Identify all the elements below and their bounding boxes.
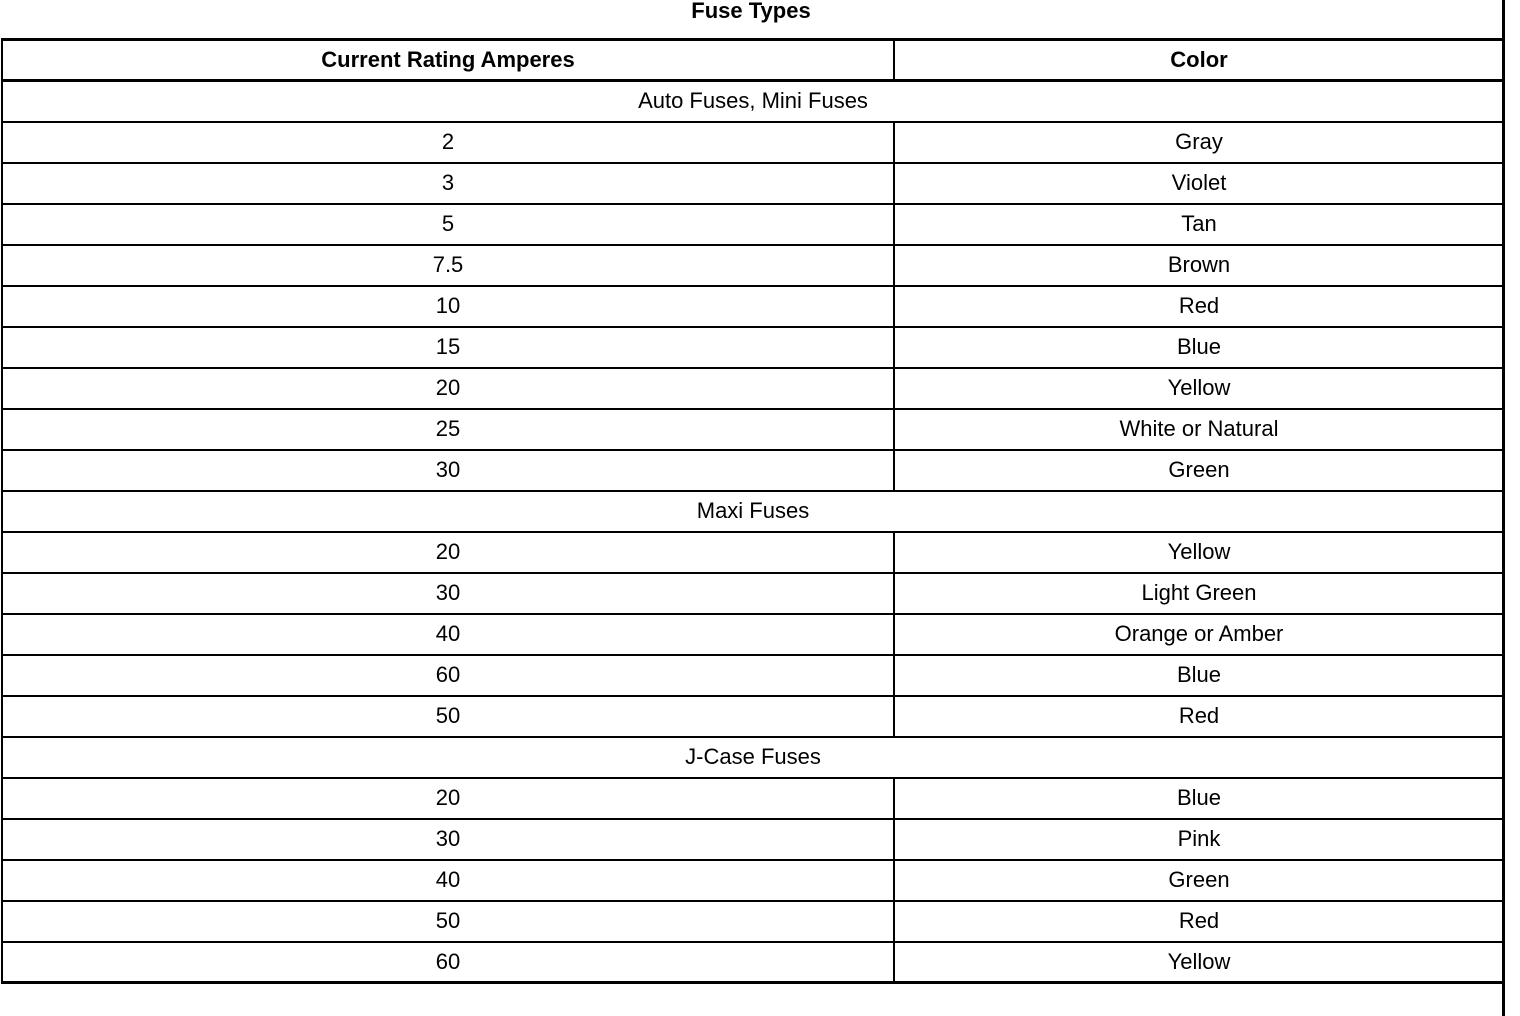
color-cell: Pink bbox=[894, 819, 1504, 860]
current-rating-cell: 50 bbox=[2, 696, 894, 737]
table-row bbox=[2, 327, 1504, 368]
color-cell: Green bbox=[894, 860, 1504, 901]
color-cell: Red bbox=[894, 901, 1504, 942]
current-rating-cell: 30 bbox=[2, 573, 894, 614]
color-cell: Blue bbox=[894, 655, 1504, 696]
color-cell: Violet bbox=[894, 163, 1504, 204]
current-rating-cell: 5 bbox=[2, 204, 894, 245]
current-rating-cell: 10 bbox=[2, 286, 894, 327]
color-cell: Blue bbox=[894, 778, 1504, 819]
current-rating-cell: 60 bbox=[2, 655, 894, 696]
table-row bbox=[2, 122, 1504, 163]
color-cell: Red bbox=[894, 696, 1504, 737]
group-row bbox=[2, 491, 1504, 532]
table-row bbox=[2, 942, 1504, 983]
table-row bbox=[2, 245, 1504, 286]
current-rating-cell: 20 bbox=[2, 778, 894, 819]
right-border-rule bbox=[1502, 0, 1505, 1016]
color-cell: Blue bbox=[894, 327, 1504, 368]
table-row bbox=[2, 901, 1504, 942]
table-row bbox=[2, 409, 1504, 450]
current-rating-cell: 30 bbox=[2, 819, 894, 860]
current-rating-cell: 40 bbox=[2, 860, 894, 901]
current-rating-cell: 15 bbox=[2, 327, 894, 368]
table-row bbox=[2, 368, 1504, 409]
current-rating-cell: 60 bbox=[2, 942, 894, 983]
color-cell: Brown bbox=[894, 245, 1504, 286]
table-body bbox=[2, 81, 1504, 983]
current-rating-cell: 30 bbox=[2, 450, 894, 491]
table-row bbox=[2, 573, 1504, 614]
current-rating-cell: 20 bbox=[2, 532, 894, 573]
color-cell: Red bbox=[894, 286, 1504, 327]
current-rating-cell: 20 bbox=[2, 368, 894, 409]
table-row bbox=[2, 614, 1504, 655]
table-row bbox=[2, 286, 1504, 327]
color-cell: Yellow bbox=[894, 532, 1504, 573]
color-cell: Yellow bbox=[894, 368, 1504, 409]
table-row bbox=[2, 532, 1504, 573]
table-row bbox=[2, 860, 1504, 901]
group-heading: J-Case Fuses bbox=[2, 737, 1504, 778]
current-rating-cell: 3 bbox=[2, 163, 894, 204]
column-header-color: Color bbox=[894, 40, 1504, 81]
color-cell: Green bbox=[894, 450, 1504, 491]
group-heading: Auto Fuses, Mini Fuses bbox=[2, 81, 1504, 122]
table-row bbox=[2, 450, 1504, 491]
table-title: Fuse Types bbox=[691, 0, 811, 23]
color-cell: Tan bbox=[894, 204, 1504, 245]
current-rating-cell: 25 bbox=[2, 409, 894, 450]
color-cell: Orange or Amber bbox=[894, 614, 1504, 655]
group-row bbox=[2, 737, 1504, 778]
table-row bbox=[2, 163, 1504, 204]
current-rating-cell: 7.5 bbox=[2, 245, 894, 286]
column-header-current-rating: Current Rating Amperes bbox=[2, 40, 894, 81]
table-row bbox=[2, 204, 1504, 245]
table-row bbox=[2, 655, 1504, 696]
table-row bbox=[2, 778, 1504, 819]
group-heading: Maxi Fuses bbox=[2, 491, 1504, 532]
color-cell: White or Natural bbox=[894, 409, 1504, 450]
current-rating-cell: 50 bbox=[2, 901, 894, 942]
table-row bbox=[2, 819, 1504, 860]
current-rating-cell: 40 bbox=[2, 614, 894, 655]
fuse-types-table bbox=[1, 38, 1505, 984]
header-row bbox=[2, 40, 1504, 81]
color-cell: Yellow bbox=[894, 942, 1504, 983]
current-rating-cell: 2 bbox=[2, 122, 894, 163]
color-cell: Light Green bbox=[894, 573, 1504, 614]
group-row bbox=[2, 81, 1504, 122]
color-cell: Gray bbox=[894, 122, 1504, 163]
table-row bbox=[2, 696, 1504, 737]
